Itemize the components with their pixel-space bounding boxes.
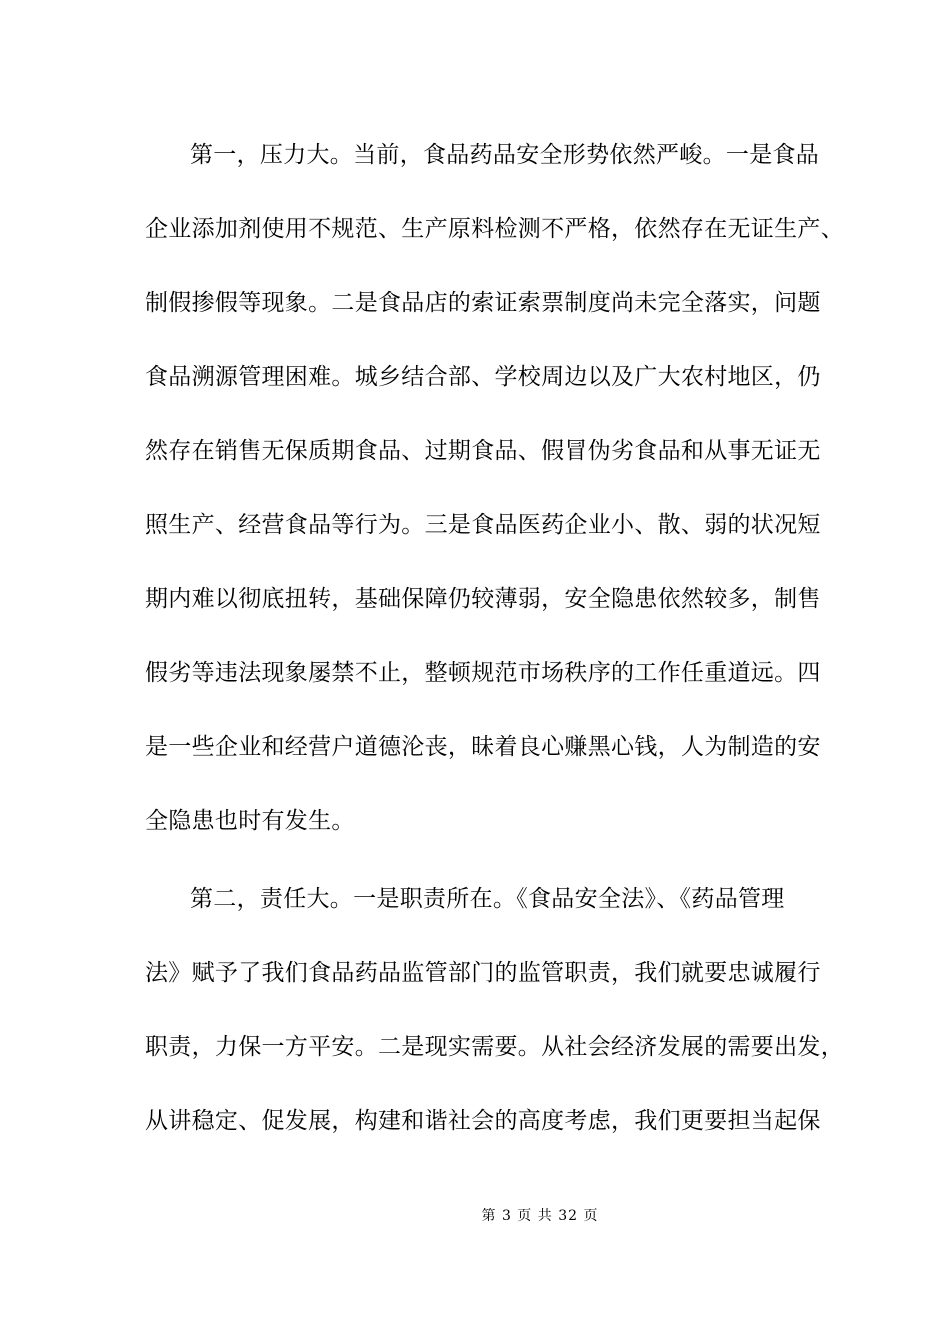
- paragraph-1-line-1: 第一，压力大。当前，食品药品安全形势依然严峻。一是食品: [190, 142, 820, 168]
- paragraph-2-line-4: 从讲稳定、促发展，构建和谐社会的高度考虑，我们更要担当起保: [145, 1108, 821, 1134]
- paragraph-1-line-6: 照生产、经营食品等行为。三是食品医药企业小、散、弱的状况短: [145, 512, 821, 538]
- page-number-footer: 第 3 页 共 32 页: [481, 1208, 599, 1224]
- paragraph-2-line-3: 职责，力保一方平安。二是现实需要。从社会经济发展的需要出发，: [145, 1034, 844, 1060]
- paragraph-2-line-2: 法》赋予了我们食品药品监管部门的监管职责，我们就要忠诚履行: [145, 960, 821, 986]
- paragraph-1-line-4: 食品溯源管理困难。城乡结合部、学校周边以及广大农村地区，仍: [145, 364, 821, 390]
- paragraph-2-line-1: 第二，责任大。一是职责所在。《食品安全法》、《药品管理: [190, 886, 785, 912]
- paragraph-1-line-5: 然存在销售无保质期食品、过期食品、假冒伪劣食品和从事无证无: [145, 438, 821, 464]
- paragraph-1-line-8: 假劣等违法现象屡禁不止，整顿规范市场秩序的工作任重道远。四: [145, 660, 821, 686]
- paragraph-1-line-2: 企业添加剂使用不规范、生产原料检测不严格，依然存在无证生产、: [145, 216, 844, 242]
- paragraph-1-line-7: 期内难以彻底扭转，基础保障仍较薄弱，安全隐患依然较多，制售: [145, 586, 821, 612]
- paragraph-1-line-10: 全隐患也时有发生。: [145, 808, 355, 834]
- paragraph-1-line-9: 是一些企业和经营户道德沦丧，昧着良心赚黑心钱，人为制造的安: [145, 734, 821, 760]
- paragraph-1-line-3: 制假掺假等现象。二是食品店的索证索票制度尚未完全落实，问题: [145, 290, 821, 316]
